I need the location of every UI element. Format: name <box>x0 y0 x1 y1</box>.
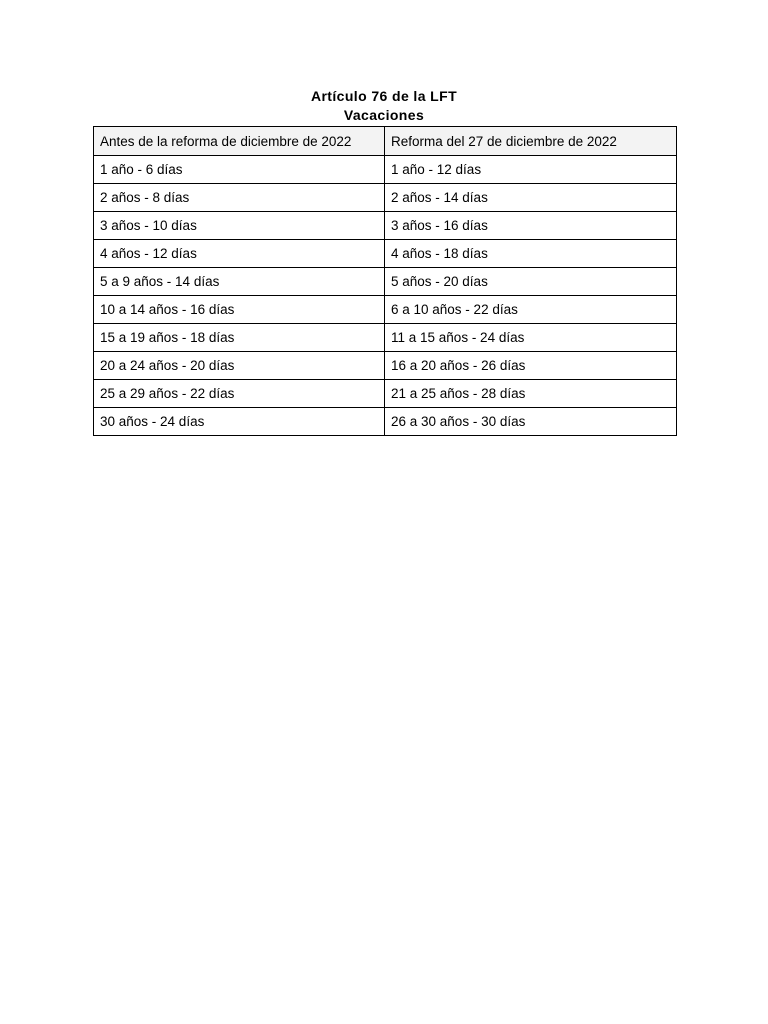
cell-after-reform: 16 a 20 años - 26 días <box>385 352 677 380</box>
vacation-table <box>93 126 677 436</box>
cell-after-reform: 21 a 25 años - 28 días <box>385 380 677 408</box>
cell-after-reform: 2 años - 14 días <box>385 184 677 212</box>
cell-after-reform: 5 años - 20 días <box>385 268 677 296</box>
table-row <box>94 324 677 352</box>
table-row <box>94 380 677 408</box>
table-row <box>94 240 677 268</box>
cell-before-reform: 5 a 9 años - 14 días <box>94 268 385 296</box>
table-row <box>94 156 677 184</box>
table-row <box>94 296 677 324</box>
table-row <box>94 408 677 436</box>
cell-after-reform: 1 año - 12 días <box>385 156 677 184</box>
cell-before-reform: 3 años - 10 días <box>94 212 385 240</box>
cell-before-reform: 4 años - 12 días <box>94 240 385 268</box>
table-row <box>94 352 677 380</box>
table-header-row <box>94 127 677 156</box>
table-row <box>94 212 677 240</box>
table-row <box>94 268 677 296</box>
cell-before-reform: 15 a 19 años - 18 días <box>94 324 385 352</box>
cell-before-reform: 2 años - 8 días <box>94 184 385 212</box>
table-row <box>94 184 677 212</box>
header-after-reform: Reforma del 27 de diciembre de 2022 <box>385 127 677 156</box>
cell-before-reform: 30 años - 24 días <box>94 408 385 436</box>
cell-before-reform: 20 a 24 años - 20 días <box>94 352 385 380</box>
cell-before-reform: 1 año - 6 días <box>94 156 385 184</box>
cell-after-reform: 11 a 15 años - 24 días <box>385 324 677 352</box>
cell-after-reform: 3 años - 16 días <box>385 212 677 240</box>
cell-after-reform: 6 a 10 años - 22 días <box>385 296 677 324</box>
cell-before-reform: 10 a 14 años - 16 días <box>94 296 385 324</box>
cell-before-reform: 25 a 29 años - 22 días <box>94 380 385 408</box>
document-title: Artículo 76 de la LFT <box>310 88 458 104</box>
header-before-reform: Antes de la reforma de diciembre de 2022 <box>94 127 385 156</box>
cell-after-reform: 4 años - 18 días <box>385 240 677 268</box>
cell-after-reform: 26 a 30 años - 30 días <box>385 408 677 436</box>
document-subtitle: Vacaciones <box>343 107 425 123</box>
